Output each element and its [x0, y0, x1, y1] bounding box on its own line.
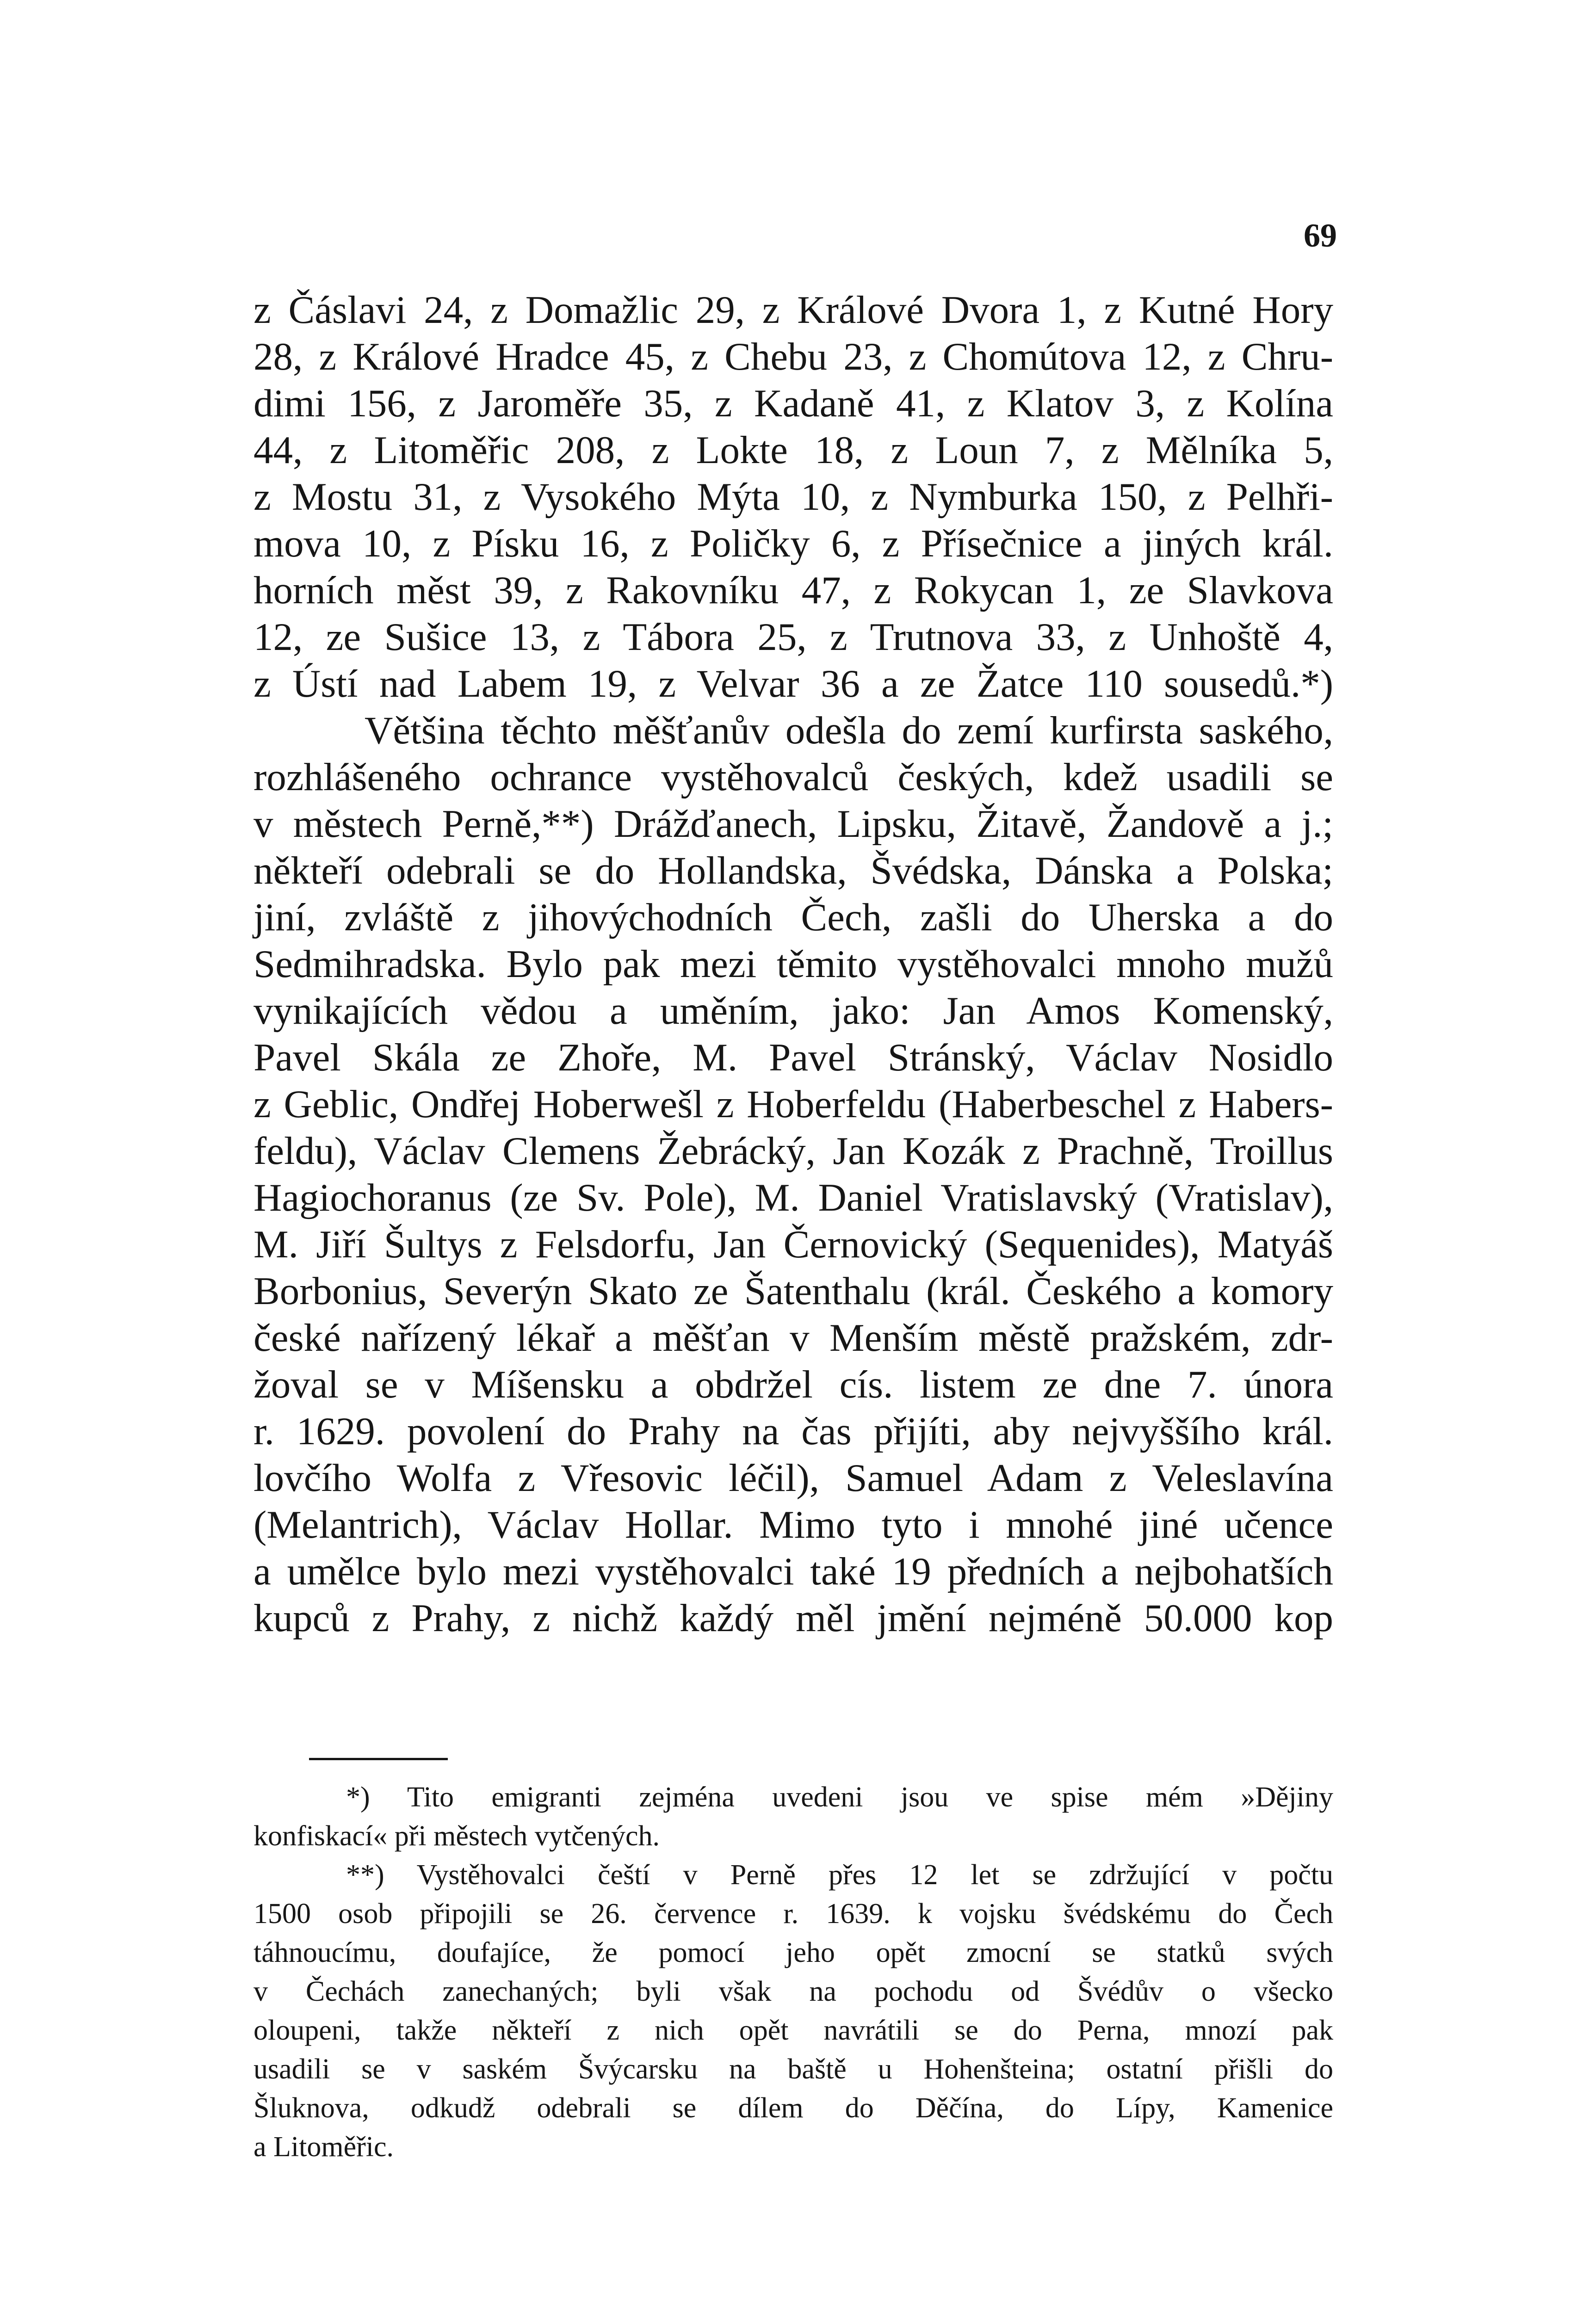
text-line: kupců z Prahy, z nichž každý měl jmění nejméně 50.000 kop [254, 1596, 1333, 1640]
footnote-line: v Čechách zanechaných; byli však na pochodu od Švédův o všecko [254, 1976, 1333, 2007]
text-line: žoval se v Míšensku a obdržel cís. listem ze dne 7. února [254, 1363, 1333, 1406]
text-line: 12, ze Sušice 13, z Tábora 25, z Trutnova 33, z Unhoště 4, [254, 615, 1333, 659]
text-line: české nařízený lékař a měšťan v Menším městě pražském, zdr- [254, 1316, 1333, 1360]
footnote-line: oloupeni, takže někteří z nich opět navrátili se do Perna, mnozí pak [254, 2015, 1333, 2046]
text-line: r. 1629. povolení do Prahy na čas přijíti, aby nejvyššího král. [254, 1410, 1333, 1453]
text-line: z Geblic, Ondřej Hoberwešl z Hoberfeldu (Haberbeschel z Habers- [254, 1082, 1333, 1126]
text-line: Většina těchto měšťanův odešla do zemí kurfirsta saského, [365, 709, 1333, 752]
footnote-line: usadili se v saském Švýcarsku na baště u Hohenšteina; ostatní přišli do [254, 2053, 1333, 2085]
footnote-line: táhnoucímu, doufajíce, že pomocí jeho opět zmocní se statků svých [254, 1937, 1333, 1968]
text-line: Hagiochoranus (ze Sv. Pole), M. Daniel Vratislavský (Vratislav), [254, 1176, 1333, 1219]
text-line: 28, z Králové Hradce 45, z Chebu 23, z Chomútova 12, z Chru- [254, 335, 1333, 378]
text-line: v městech Perně,**) Drážďanech, Lipsku, Žitavě, Žandově a j.; [254, 802, 1333, 846]
text-line: z Ústí nad Labem 19, z Velvar 36 a ze Žatce 110 sousedů.*) [254, 662, 1333, 705]
footnote-separator [309, 1758, 448, 1760]
text-line: Borbonius, Severýn Skato ze Šatenthalu (král. Českého a komory [254, 1269, 1333, 1313]
text-line: někteří odebrali se do Hollandska, Švédska, Dánska a Polska; [254, 849, 1333, 892]
text-line: z Čáslavi 24, z Domažlic 29, z Králové Dvora 1, z Kutné Hory [254, 288, 1333, 332]
text-line: vynikajících vědou a uměním, jako: Jan Amos Komenský, [254, 989, 1333, 1033]
text-line: horních měst 39, z Rakovníku 47, z Rokycan 1, ze Slavkova [254, 569, 1333, 612]
footnote-line: **) Vystěhovalci čeští v Perně přes 12 let se zdržující v počtu [346, 1859, 1333, 1891]
text-line: rozhlášeného ochrance vystěhovalců českých, kdež usadili se [254, 755, 1333, 799]
footnote-line: Šluknova, odkudž odebrali se dílem do Děčína, do Lípy, Kamenice [254, 2092, 1333, 2124]
text-line: lovčího Wolfa z Vřesovic léčil), Samuel Adam z Veleslavína [254, 1456, 1333, 1500]
text-line: Pavel Skála ze Zhoře, M. Pavel Stránský, Václav Nosidlo [254, 1036, 1333, 1079]
footnote-line: konfiskací« při městech vytčených. [254, 1820, 660, 1852]
footnote-line: *) Tito emigranti zejména uvedeni jsou ve spise mém »Dějiny [346, 1781, 1333, 1813]
footnote-line: 1500 osob připojili se 26. července r. 1639. k vojsku švédskému do Čech [254, 1898, 1333, 1930]
page-number: 69 [1304, 217, 1337, 254]
text-line: jiní, zvláště z jihovýchodních Čech, zašli do Uherska a do [254, 896, 1333, 939]
footnotes [254, 1778, 1333, 2166]
text-line: M. Jiří Šultys z Felsdorfu, Jan Černovický (Sequenides), Matyáš [254, 1223, 1333, 1266]
text-line: mova 10, z Písku 16, z Poličky 6, z Přísečnice a jiných král. [254, 522, 1333, 565]
text-line: feldu), Václav Clemens Žebrácký, Jan Kozák z Prachně, Troillus [254, 1129, 1333, 1173]
text-line: z Mostu 31, z Vysokého Mýta 10, z Nymburka 150, z Pelhři- [254, 475, 1333, 519]
text-line: (Melantrich), Václav Hollar. Mimo tyto i mnohé jiné učence [254, 1503, 1333, 1546]
text-line: a umělce bylo mezi vystěhovalci také 19 předních a nejbohatších [254, 1550, 1333, 1593]
main-text [254, 287, 1333, 1642]
footnote-line: a Litoměřic. [254, 2131, 394, 2163]
text-line: dimi 156, z Jaroměře 35, z Kadaně 41, z Klatov 3, z Kolína [254, 382, 1333, 425]
text-line: Sedmihradska. Bylo pak mezi těmito vystěhovalci mnoho mužů [254, 942, 1333, 986]
text-line: 44, z Litoměřic 208, z Lokte 18, z Loun 7, z Mělníka 5, [254, 428, 1333, 472]
